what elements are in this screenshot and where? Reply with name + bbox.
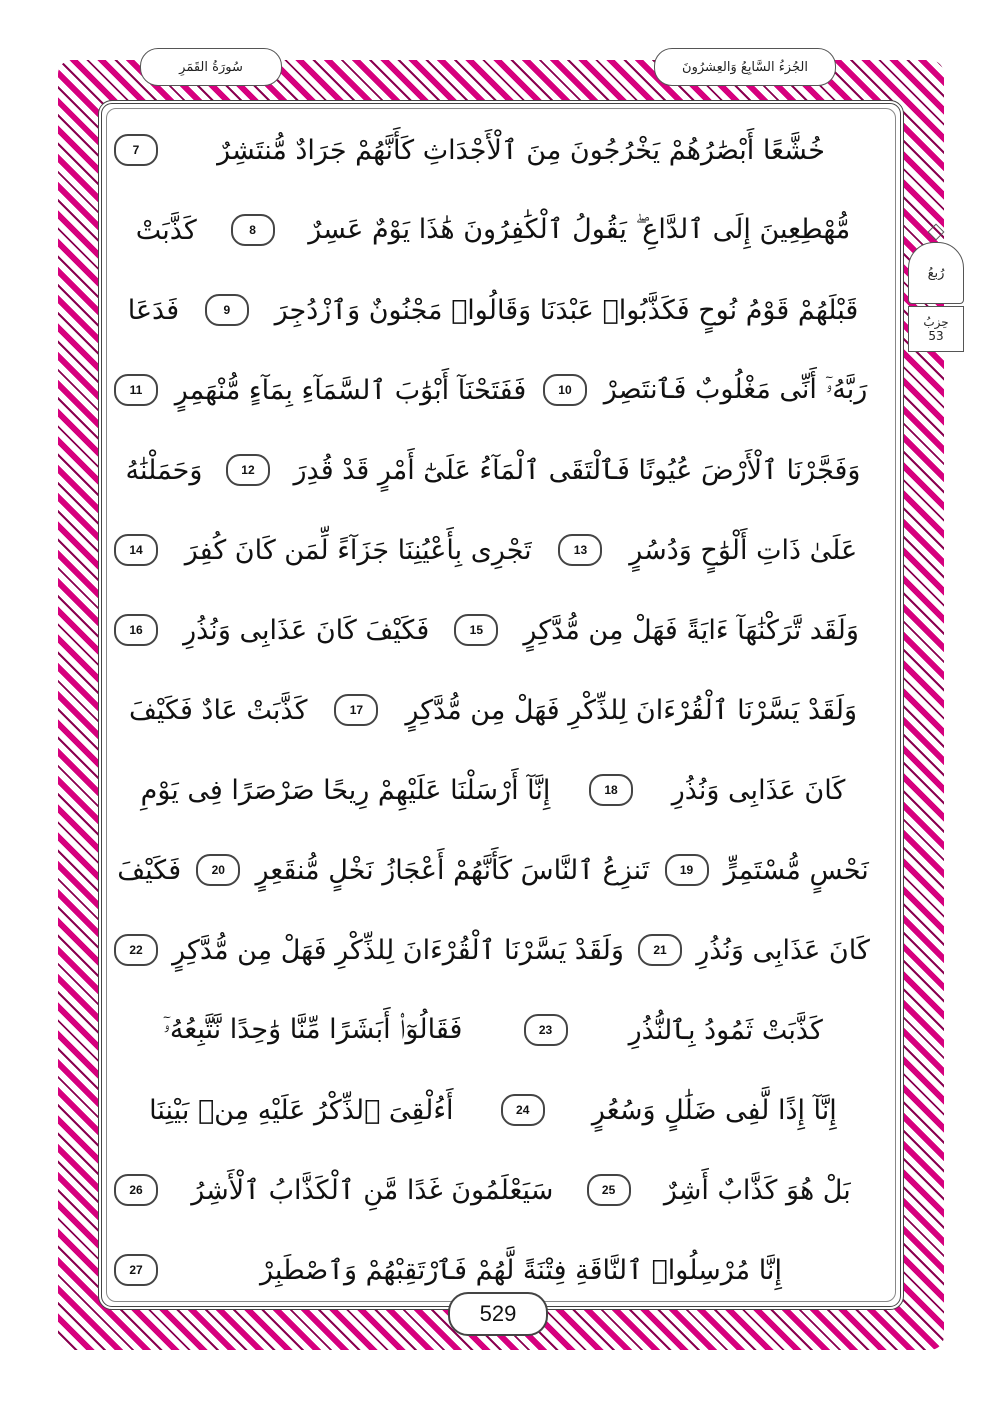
- ayah-number-marker: 27: [114, 1254, 158, 1286]
- text-line: [108, 750, 878, 830]
- text-line: [108, 910, 878, 990]
- verse-text: وَلَقَدْ يَسَّرْنَا ٱلْقُرْءَانَ لِلذِّكْرِ فَهَلْ مِن مُّدَّكِرٍ: [172, 934, 624, 966]
- ayah-number-marker: 16: [114, 614, 158, 646]
- ayah-number-marker: 23: [524, 1014, 568, 1046]
- ayah-number-marker: 25: [587, 1174, 631, 1206]
- verse-text: أَءُلْقِىَ ٱلذِّكْرُ عَلَيْهِ مِنۢ بَيْنِنَا: [149, 1094, 454, 1126]
- verse-text: فَفَتَحْنَآ أَبْوَٰبَ ٱلسَّمَآءِ بِمَآءٍ مُّنْهَمِرٍ: [174, 374, 527, 406]
- text-line: [108, 590, 878, 670]
- ayah-number-marker: 26: [114, 1174, 158, 1206]
- verse-text: وَحَمَلْنَٰهُ: [125, 454, 203, 486]
- verse-text: بَلْ هُوَ كَذَّابٌ أَشِرٌ: [663, 1174, 851, 1206]
- ayah-number-marker: 21: [638, 934, 682, 966]
- diamond-icon: [928, 224, 945, 241]
- verse-text: كَذَّبَتْ ثَمُودُ بِٱلنُّذُرِ: [628, 1014, 823, 1046]
- text-line: [108, 510, 878, 590]
- ayah-number-marker: 12: [226, 454, 270, 486]
- text-line: [108, 430, 878, 510]
- ayah-number-marker: 18: [589, 774, 633, 806]
- ayah-number-marker: 11: [114, 374, 158, 406]
- ayah-number-marker: 19: [665, 854, 709, 886]
- ayah-number-marker: 24: [501, 1094, 545, 1126]
- verse-text: عَلَىٰ ذَاتِ أَلْوَٰحٍ وَدُسُرٍ: [629, 534, 858, 566]
- verse-text: وَفَجَّرْنَا ٱلْأَرْضَ عُيُونًا فَٱلْتَقَى ٱلْمَآءُ عَلَىٰٓ أَمْرٍ قَدْ قُدِرَ: [293, 454, 861, 486]
- text-line: [108, 830, 878, 910]
- juz-label: الجُزءُ السَّابِعُ وَالعِشرُونَ: [654, 48, 836, 86]
- verse-text: تَنزِعُ ٱلنَّاسَ كَأَنَّهُمْ أَعْجَازُ نَخْلٍ مُّنقَعِرٍ: [255, 854, 650, 886]
- ayah-number-marker: 9: [205, 294, 249, 326]
- ayah-number-marker: 17: [334, 694, 378, 726]
- text-line: [108, 270, 878, 350]
- verse-text: وَلَقَدْ يَسَّرْنَا ٱلْقُرْءَانَ لِلذِّكْرِ فَهَلْ مِن مُّدَّكِرٍ: [405, 694, 858, 726]
- rub-label: رُبعُ: [908, 242, 964, 304]
- verse-text: فَكَيْفَ: [117, 854, 182, 886]
- verse-text: كَانَ عَذَابِى وَنُذُرِ: [696, 934, 870, 966]
- hizb-box: [908, 306, 964, 352]
- ayah-number-marker: 14: [114, 534, 158, 566]
- text-line: [108, 110, 878, 190]
- verse-text: قَبْلَهُمْ قَوْمُ نُوحٍ فَكَذَّبُوا۟ عَبْدَنَا وَقَالُوا۟ مَجْنُونٌ وَٱزْدُجِرَ: [274, 294, 859, 326]
- text-line: [108, 670, 878, 750]
- text-line: [108, 1150, 878, 1230]
- hizb-number: 53: [928, 329, 944, 343]
- verse-text: نَحْسٍ مُّسْتَمِرٍّ: [723, 854, 869, 886]
- verse-text: مُّهْطِعِينَ إِلَى ٱلدَّاعِ ۖ يَقُولُ ٱلْكَٰفِرُونَ هَٰذَا يَوْمٌ عَسِرٌ: [308, 214, 851, 245]
- ayah-number-marker: 13: [558, 534, 602, 566]
- ayah-number-marker: 20: [196, 854, 240, 886]
- ayah-number-marker: 22: [114, 934, 158, 966]
- text-line: [108, 190, 878, 270]
- text-line: [108, 350, 878, 430]
- verse-text: سَيَعْلَمُونَ غَدًا مَّنِ ٱلْكَذَّابُ ٱلْأَشِرُ: [191, 1174, 554, 1206]
- page-number: 529: [448, 1292, 548, 1336]
- hizb-marker: [908, 226, 964, 362]
- verse-text: رَبَّهُۥٓ أَنِّى مَغْلُوبٌ فَٱنتَصِرْ: [603, 374, 868, 405]
- ayah-number-marker: 8: [231, 214, 275, 246]
- verse-text: خُشَّعًا أَبْصَٰرُهُمْ يَخْرُجُونَ مِنَ ٱلْأَجْدَاثِ كَأَنَّهُمْ جَرَادٌ مُّنتَشِرٌ: [217, 134, 825, 166]
- ayah-number-marker: 7: [114, 134, 158, 166]
- page-header: [128, 48, 848, 88]
- quran-text-area: [108, 110, 878, 1290]
- verse-text: وَلَقَد تَّرَكْنَٰهَآ ءَايَةً فَهَلْ مِن مُّدَّكِرٍ: [523, 614, 859, 646]
- verse-text: كَانَ عَذَابِى وَنُذُرِ: [671, 774, 846, 806]
- verse-text: فَدَعَا: [127, 294, 180, 326]
- verse-text: إِنَّآ أَرْسَلْنَا عَلَيْهِمْ رِيحًا صَرْصَرًا فِى يَوْمِ: [140, 774, 551, 806]
- ayah-number-marker: 10: [543, 374, 587, 406]
- verse-text: فَكَيْفَ كَانَ عَذَابِى وَنُذُرِ: [183, 614, 430, 646]
- surah-name-label: سُورَةُ القَمَرِ: [140, 48, 282, 86]
- hizb-label: حِزبُ: [923, 315, 949, 329]
- text-line: [108, 1070, 878, 1150]
- verse-text: كَذَّبَتْ: [135, 214, 197, 246]
- ayah-number-marker: 15: [454, 614, 498, 646]
- text-line: [108, 990, 878, 1070]
- verse-text: إِنَّآ إِذًا لَّفِى ضَلَٰلٍ وَسُعُرٍ: [591, 1094, 837, 1126]
- verse-text: إِنَّا مُرْسِلُوا۟ ٱلنَّاقَةِ فِتْنَةً لَّهُمْ فَٱرْتَقِبْهُمْ وَٱصْطَبِرْ: [260, 1254, 782, 1286]
- verse-text: كَذَّبَتْ عَادٌ فَكَيْفَ: [128, 694, 308, 726]
- verse-text: فَقَالُوٓا۟ أَبَشَرًا مِّنَّا وَٰحِدًا نَّتَّبِعُهُۥٓ: [163, 1014, 463, 1045]
- verse-text: تَجْرِى بِأَعْيُنِنَا جَزَآءً لِّمَن كَانَ كُفِرَ: [184, 534, 532, 566]
